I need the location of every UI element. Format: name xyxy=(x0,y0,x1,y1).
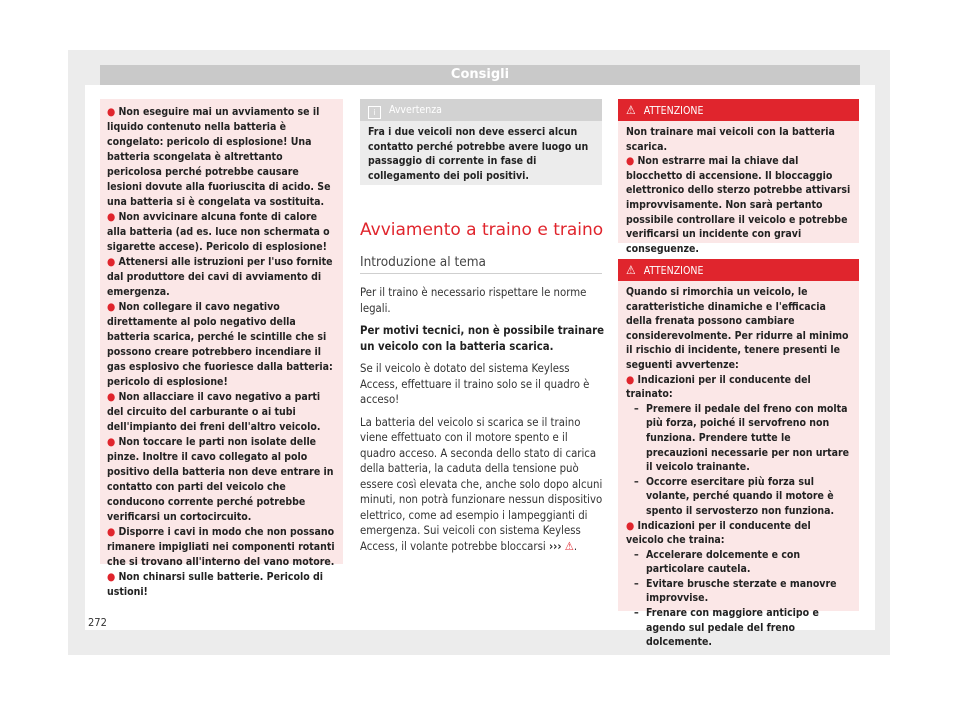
paragraph-bold: Per motivi tecnici, non è possibile trainare un veicolo con la batteria scarica. xyxy=(360,324,604,353)
warning-item: ● Non allacciare il cavo negativo a parti del circuito del carburante o ai tubi dell'impianto dei freni dell'altro veicolo. xyxy=(107,391,321,433)
bullet-icon: ● xyxy=(107,526,119,538)
warning-list-box xyxy=(100,99,343,598)
attention-body xyxy=(618,281,859,650)
warning-item: ● Disporre i cavi in modo che non possano rimanere impigliati nei componenti rotanti che si trovano all'interno del vano motore. xyxy=(107,526,335,568)
section-subtitle: Introduzione al tema xyxy=(360,254,486,270)
attention-group: ● Indicazioni per il conducente del veicolo che traina: xyxy=(626,519,811,547)
warning-triangle-icon: ⚠ xyxy=(626,263,636,277)
bullet-icon: ● xyxy=(626,155,638,168)
attention-subitem: – Accelerare dolcemente e con particolare cautela. xyxy=(634,548,801,576)
dash-icon: – xyxy=(634,475,639,488)
info-icon: i xyxy=(368,106,381,119)
attention-label: ATTENZIONE xyxy=(643,265,704,277)
attention-intro: Quando si rimorchia un veicolo, le caratteristiche dinamiche e l'efficacia della frenata possono cambiare considerevolmente. Per ridurre al minimo il rischio di incidente, tenere presenti le seguenti avvertenze: xyxy=(626,286,849,371)
warning-item: ● Non toccare le parti non isolate delle pinze. Inoltre il cavo collegato al polo positivo della batteria non deve entrare in contatto con parti del veicolo che conducono corrente perché potrebbe verificarsi un cortocircuito. xyxy=(107,436,334,523)
attention-box-2 xyxy=(618,259,859,649)
bullet-icon: ● xyxy=(107,391,119,403)
note-box xyxy=(360,99,602,185)
attention-label: ATTENZIONE xyxy=(643,105,704,117)
paragraph: La batteria del veicolo si scarica se il traino viene effettuato con il motore spento e il quadro acceso. A seconda dello stato di carica della batteria, la caduta della tensione può essere così elevata che, anche solo dopo alcuni minuti, non potrà funzionare nessun dispositivo elettrico, come ad esempio i lampeggianti di emergenza. Sui veicoli con sistema Keyless Access, il volante potrebbe bloccarsi ››› ⚠. xyxy=(360,415,603,553)
attention-header xyxy=(618,99,859,121)
attention-box-1 xyxy=(618,99,859,255)
bullet-icon: ● xyxy=(107,301,119,313)
bullet-icon: ● xyxy=(626,519,638,532)
paragraph: Per il traino è necessario rispettare le norme legali. xyxy=(360,286,587,315)
attention-subitem: – Frenare con maggiore anticipo e agendo sul pedale del freno dolcemente. xyxy=(634,607,819,649)
attention-subitem: – Occorre esercitare più forza sul volante, perché quando il motore è spento il servosterzo non funziona. xyxy=(634,475,835,517)
dash-icon: – xyxy=(634,548,639,561)
bullet-icon: ● xyxy=(107,106,119,118)
bullet-icon: ● xyxy=(107,256,119,268)
attention-header xyxy=(618,259,859,281)
paragraph: Se il veicolo è dotato del sistema Keyless Access, effettuare il traino solo se il quadro è acceso! xyxy=(360,362,590,406)
continue-arrows: ››› xyxy=(548,539,562,553)
warning-item: ● Non chinarsi sulle batterie. Pericolo di ustioni! xyxy=(107,571,324,598)
warning-triangle-icon: ⚠ xyxy=(626,103,636,117)
note-label: Avvertenza xyxy=(389,104,442,116)
dash-icon: – xyxy=(634,577,639,590)
dash-icon: – xyxy=(634,607,639,620)
note-text: Fra i due veicoli non deve esserci alcun contatto perché potrebbe avere luogo un passaggio di corrente in fase di collegamento dei poli positivi. xyxy=(368,126,589,182)
warning-item: ● Attenersi alle istruzioni per l'uso fornite dal produttore dei cavi di avviamento di emergenza. xyxy=(107,256,333,298)
attention-intro: Non trainare mai veicoli con la batteria scarica. xyxy=(626,126,835,153)
section-title: Avviamento a traino e traino xyxy=(360,220,604,240)
bullet-icon: ● xyxy=(107,571,119,583)
bullet-icon: ● xyxy=(107,436,119,448)
attention-body xyxy=(618,121,859,256)
attention-subitem: – Premere il pedale del freno con molta più forza, poiché il servofreno non funziona. Prendere tutte le precauzioni necessarie per non urtare il veicolo trainante. xyxy=(634,402,850,474)
warning-item: ● Non avvicinare alcuna fonte di calore alla batteria (ad es. luce non schermata o sigarette accese). Pericolo di esplosione! xyxy=(107,211,330,253)
dash-icon: – xyxy=(634,402,639,415)
section-divider xyxy=(360,273,602,274)
page-number: 272 xyxy=(88,616,107,629)
body-text xyxy=(360,285,605,561)
warning-triangle-icon: ⚠ xyxy=(564,539,574,553)
bullet-icon: ● xyxy=(107,211,119,223)
attention-bullet: ● Non estrarre mai la chiave dal blocchetto di accensione. Il bloccaggio elettronico dello sterzo potrebbe attivarsi improvvisamente. Non sarà pertanto possibile controllare il veicolo e potrebbe verificarsi un incidente con gravi conseguenze. xyxy=(626,155,851,255)
attention-group: ● Indicazioni per il conducente del trainato: xyxy=(626,373,811,401)
warning-list xyxy=(100,99,343,600)
bullet-icon: ● xyxy=(626,373,638,386)
warning-item: ● Non collegare il cavo negativo direttamente al polo negativo della batteria scarica, perché le scintille che si possono creare potrebbero incendiare il gas esplosivo che fuoriesce dalla batteria: pericolo di esplosione! xyxy=(107,301,333,388)
page-header: Consigli xyxy=(100,65,860,85)
warning-item: ● Non eseguire mai un avviamento se il liquido contenuto nella batteria è congelato: pericolo di esplosione! Una batteria scongelata è altrettanto pericolosa perché potrebbe causare lesioni dovute alla fuoriuscita di acido. Se una batteria si è congelata va sostituita. xyxy=(107,106,331,208)
note-header xyxy=(360,99,602,121)
attention-subitem: – Evitare brusche sterzate e manovre improvvise. xyxy=(634,577,837,605)
